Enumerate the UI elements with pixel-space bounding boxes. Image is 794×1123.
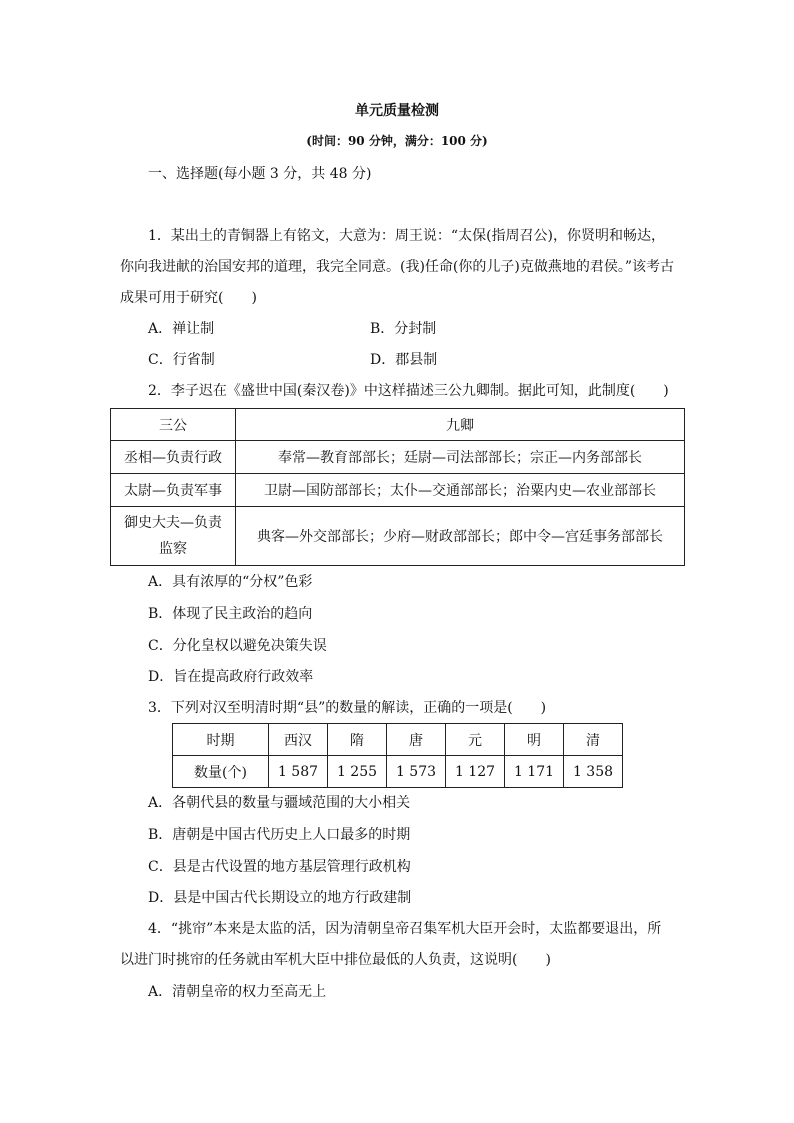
table-header-cell: 三公 xyxy=(111,409,236,441)
county-count-table xyxy=(172,723,623,788)
table-cell: 太尉—负责军事 xyxy=(111,474,236,507)
three-ducal-nine-ministers-table xyxy=(110,408,685,566)
q3-option-a: A．各朝代县的数量与疆域范围的大小相关 xyxy=(148,795,411,811)
q2-stem: 2．李子迟在《盛世中国(秦汉卷)》中这样描述三公九卿制。据此可知，此制度( ) xyxy=(148,383,669,399)
table-cell-line: 监察 xyxy=(159,541,187,557)
q2-option-d: D．旨在提高政府行政效率 xyxy=(148,669,314,685)
table-cell-line: 御史大夫—负责 xyxy=(124,515,222,531)
table-header-cell: 西汉 xyxy=(269,724,328,756)
table-header-row xyxy=(173,724,623,756)
table-cell xyxy=(111,507,236,566)
table-cell: 1 171 xyxy=(505,756,564,788)
q1-stem-line1: 1．某出土的青铜器上有铭文，大意为：周王说：“太保(指周召公)，你贤明和畅达， xyxy=(148,228,665,244)
q4-stem-line2: 以进门时挑帘的任务就由军机大臣中排位最低的人负责，这说明( ) xyxy=(120,952,551,968)
table-row xyxy=(173,756,623,788)
table-cell: 奉常—教育部部长；廷尉—司法部部长；宗正—内务部部长 xyxy=(236,441,685,474)
table-row xyxy=(111,507,685,566)
table-row xyxy=(111,474,685,507)
q3-stem: 3．下列对汉至明清时期“县”的数量的解读，正确的一项是( ) xyxy=(148,700,547,716)
q3-option-d: D．县是中国古代长期设立的地方行政建制 xyxy=(148,890,412,906)
q4-stem-line1: 4．“挑帘”本来是太监的活，因为清朝皇帝召集军机大臣开会时，太监都要退出，所 xyxy=(148,921,662,937)
table-cell: 1 127 xyxy=(446,756,505,788)
exam-time-info: (时间：90 分钟，满分：100 分) xyxy=(306,134,488,148)
table-header-cell: 清 xyxy=(564,724,623,756)
page-title: 单元质量检测 xyxy=(355,103,439,119)
q2-option-b: B．体现了民主政治的趋向 xyxy=(148,606,313,622)
table-header-cell: 九卿 xyxy=(236,409,685,441)
table-header-cell: 隋 xyxy=(328,724,387,756)
table-cell: 1 573 xyxy=(387,756,446,788)
q4-option-a: A．清朝皇帝的权力至高无上 xyxy=(148,984,327,1000)
table-cell: 数量(个) xyxy=(173,756,269,788)
table-cell: 1 255 xyxy=(328,756,387,788)
q1-option-d: D．郡县制 xyxy=(370,352,438,368)
q3-option-b: B．唐朝是中国古代历史上人口最多的时期 xyxy=(148,827,411,843)
q1-stem-line2: 你向我进献的治国安邦的道理，我完全同意。(我)任命(你的儿子)克做燕地的君侯。”该考古 xyxy=(120,259,675,275)
table-header-cell: 时期 xyxy=(173,724,269,756)
q3-option-c: C．县是古代设置的地方基层管理行政机构 xyxy=(148,859,411,875)
table-cell: 1 587 xyxy=(269,756,328,788)
section-heading: 一、选择题(每小题 3 分，共 48 分) xyxy=(148,166,372,182)
table-header-cell: 唐 xyxy=(387,724,446,756)
table-header-cell: 明 xyxy=(505,724,564,756)
q1-option-c: C．行省制 xyxy=(148,352,215,368)
table-header-row xyxy=(111,409,685,441)
q1-option-a: A．禅让制 xyxy=(148,321,215,337)
table-cell: 典客—外交部部长；少府—财政部部长；郎中令—宫廷事务部部长 xyxy=(236,507,685,566)
table-row xyxy=(111,441,685,474)
table-cell: 1 358 xyxy=(564,756,623,788)
table-cell: 卫尉—国防部部长；太仆—交通部部长；治粟内史—农业部部长 xyxy=(236,474,685,507)
q2-option-a: A．具有浓厚的“分权”色彩 xyxy=(148,574,313,590)
table-header-cell: 元 xyxy=(446,724,505,756)
table-cell: 丞相—负责行政 xyxy=(111,441,236,474)
q2-option-c: C．分化皇权以避免决策失误 xyxy=(148,638,327,654)
q1-option-b: B．分封制 xyxy=(370,321,437,337)
q1-stem-line3: 成果可用于研究( ) xyxy=(120,290,257,306)
